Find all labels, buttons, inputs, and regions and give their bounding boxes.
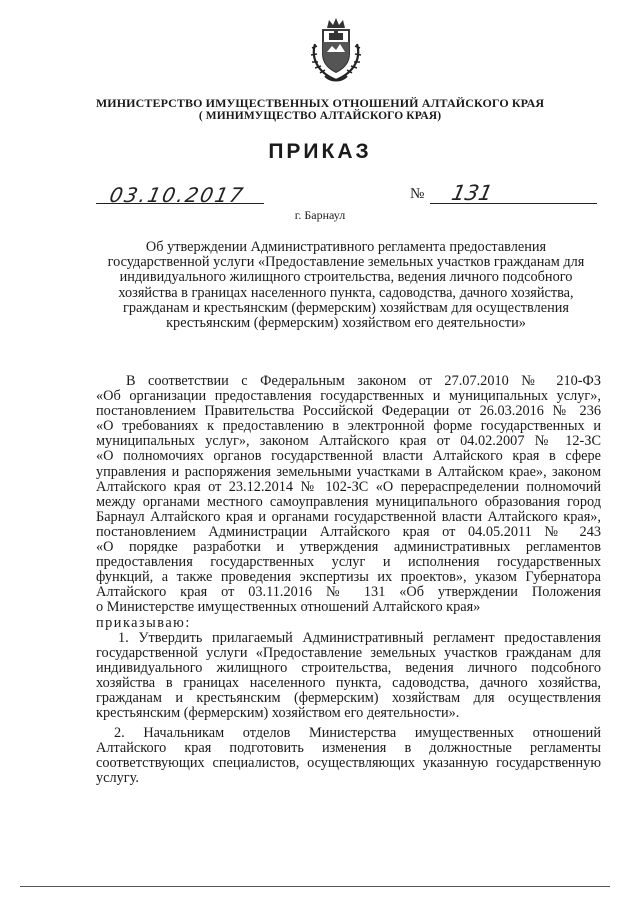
item2-line: 2. Начальникам отделов Министерства имущественных отношений	[114, 725, 601, 742]
subject-line: государственной услуги «Предоставление земельных участков гражданам для	[107, 254, 585, 271]
preamble-line: В соответствии с Федеральным законом от 27.07.2010 № 210-ФЗ	[126, 373, 601, 389]
item2-line: соответствующих специалистов, осуществляющих указанную государственную	[96, 755, 601, 772]
subject-line: гражданам и крестьянским (фермерским) хозяйствам для осуществления	[123, 299, 569, 316]
coat-of-arms-icon	[305, 14, 367, 86]
document-type-title: ПРИКАЗ	[268, 140, 372, 163]
subject-line: индивидуального жилищного строительства, ведения личного подсобного	[119, 269, 573, 286]
page-bottom-rule	[20, 886, 610, 887]
city-label: г. Барнаул	[294, 208, 346, 222]
handwritten-date: 03.10.2017	[107, 183, 248, 207]
order-body	[96, 374, 601, 787]
item2-line: услугу.	[96, 770, 139, 787]
preamble-line: функций, а также проведения экспертизы их проектов», указом Губернатора	[96, 569, 601, 586]
preamble-line: «Об организации предоставления государственных и муниципальных услуг»,	[96, 388, 601, 405]
item1-line: государственной услуги «Предоставление земельных участков гражданам для	[96, 644, 601, 661]
preamble-line: между органами местного самоуправления муниципального образования город	[96, 493, 601, 510]
preamble-line: Алтайского края от 03.11.2016 № 131 «Об утверждении Положения	[96, 584, 601, 601]
item1-line: хозяйства в границах населенного пункта, садоводства, дачного хозяйства,	[96, 674, 601, 691]
item2-line: Алтайского края подготовить изменения в должностные регламенты	[96, 740, 601, 757]
preamble-line: постановлением Администрации Алтайского края от 04.05.2011 № 243	[96, 523, 601, 540]
preamble-line: о Министерстве имущественных отношений Алтайского края»	[96, 599, 481, 616]
item1-line: индивидуального жилищного строительства, ведения личного подсобного	[96, 659, 601, 676]
item1-line: 1. Утвердить прилагаемый Административный регламент предоставления	[118, 629, 601, 646]
preamble-line: предоставления государственных услуг и исполнения государственных	[96, 554, 601, 571]
ministry-name: МИНИСТЕРСТВО ИМУЩЕСТВЕННЫХ ОТНОШЕНИЙ АЛТАЙСКОГО КРАЯ	[95, 96, 545, 110]
order-word: приказываю:	[96, 614, 191, 631]
number-sign: №	[410, 186, 425, 202]
item1-line: крестьянским (фермерским) хозяйством его деятельности».	[96, 705, 460, 722]
number-underline	[430, 203, 597, 204]
order-subject	[96, 240, 596, 331]
preamble-line: «О порядке разработки и утверждения административных регламентов	[96, 539, 601, 556]
preamble-line: «О полномочиях органов государственной власти Алтайского края в сфере	[96, 448, 601, 465]
preamble-line: Алтайского края от 23.12.2014 № 102-ЗС «О перераспределении полномочий	[96, 478, 601, 495]
date-underline	[96, 203, 264, 204]
handwritten-number: 131	[449, 181, 495, 205]
preamble-line: управления и распоряжения земельными участками в Алтайском крае», законом	[96, 463, 601, 480]
ministry-short-name: ( МИНИМУЩЕСТВО АЛТАЙСКОГО КРАЯ)	[198, 110, 442, 122]
preamble-line: муниципальных услуг», законом Алтайского края от 04.02.2007 № 12-ЗС	[96, 433, 601, 450]
preamble-line: «О требованиях к предоставлению в электронной форме государственных и	[96, 418, 601, 435]
subject-line: крестьянским (фермерским) хозяйством его деятельности»	[166, 315, 526, 332]
preamble-line: Барнаул Алтайского края и органами государственной власти Алтайского края»,	[96, 508, 601, 525]
preamble-line: постановлением Правительства Российской Федерации от 26.03.2016 № 236	[96, 403, 601, 420]
subject-line: Об утверждении Административного регламента предоставления	[145, 239, 547, 255]
item1-line: гражданам и крестьянским (фермерским) хозяйствам для осуществления	[96, 689, 601, 706]
subject-line: хозяйства в границах населенного пункта, садоводства, дачного хозяйства,	[118, 284, 574, 301]
